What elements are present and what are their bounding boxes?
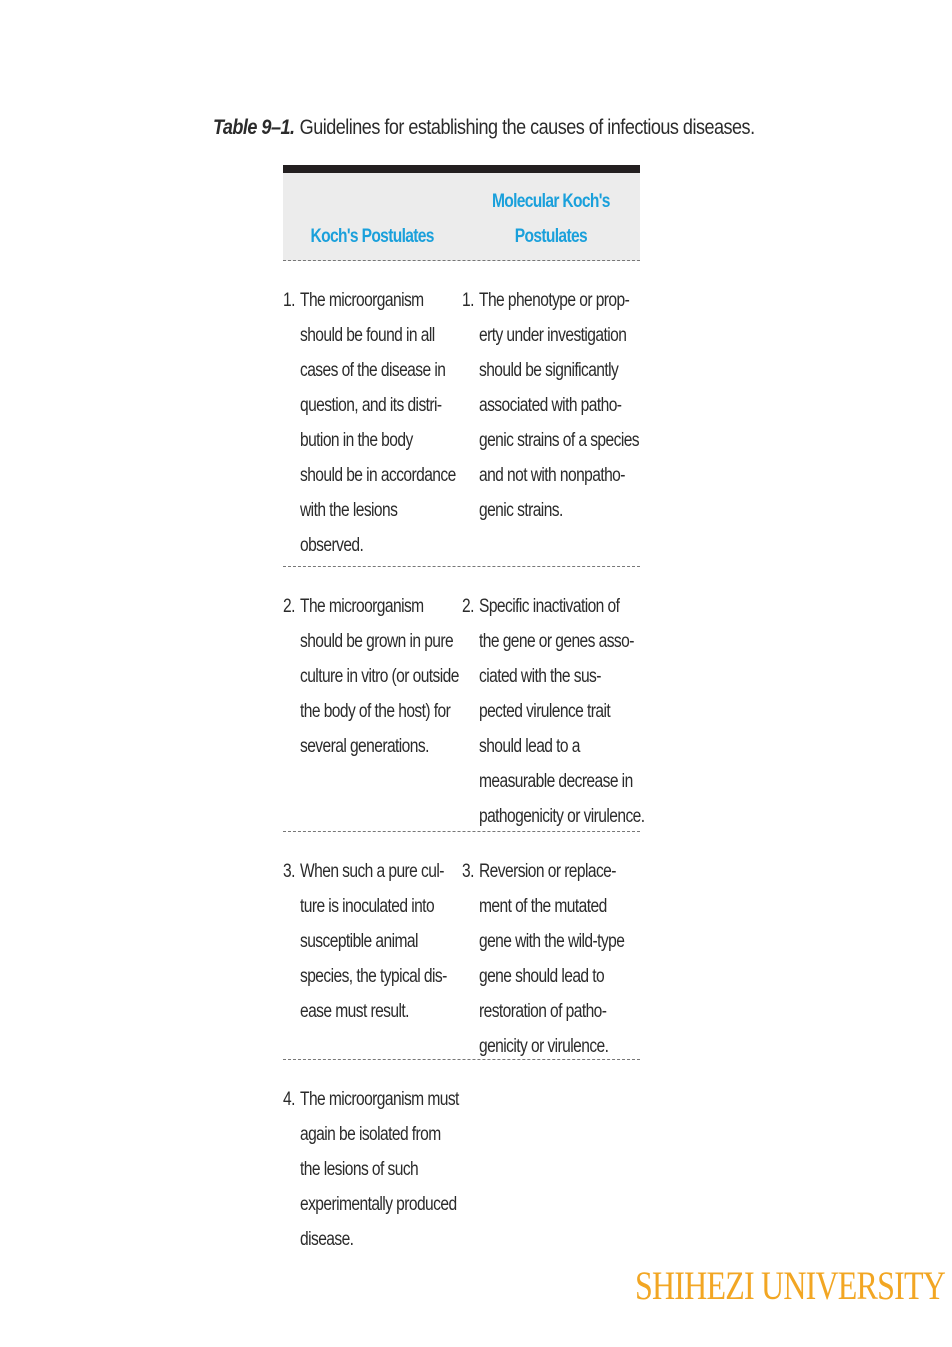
molecular-postulate-3 <box>284 832 624 1059</box>
molecular-postulate-empty <box>284 1060 463 1260</box>
item-number: 2. <box>461 596 474 617</box>
item-text: Specific inactivation of the gene or genes asso- ciated with the sus- pected virulence trait should lead to a measurable decrease in pathogenicity or virulence. <box>478 596 645 827</box>
item-number: 4. <box>283 1089 296 1110</box>
header-molecular-kochs-postulates: Molecular Koch's Postulates <box>491 191 610 247</box>
table-row <box>283 1060 640 1260</box>
table-row <box>283 832 640 1060</box>
header-kochs-postulates: Koch's Postulates <box>310 226 434 247</box>
item-number: 3. <box>283 861 296 882</box>
table-top-rule <box>283 165 640 173</box>
university-watermark: SHIHEZI UNIVERSITY <box>635 1263 946 1308</box>
item-text: When such a pure cul- ture is inoculated into susceptible animal species, the typical dis- ease must result. <box>300 861 447 1022</box>
item-text: The microorganism must again be isolated from the lesions of such experimentally produced disease. <box>300 1089 459 1250</box>
molecular-postulate-2 <box>284 567 645 831</box>
item-text: The microorganism should be found in all cases of the disease in question, and its distri- bution in the body should be in accordance with the lesions observed. <box>300 290 456 556</box>
table-caption-label: Table 9–1. <box>213 116 295 139</box>
item-text: Reversion or replace- ment of the mutated gene with the wild-type gene should lead to restoration of patho- genicity or virulence. <box>478 861 624 1057</box>
item-number: 2. <box>283 596 296 617</box>
molecular-postulate-1 <box>284 261 639 566</box>
item-number: 1. <box>283 290 296 311</box>
table-caption <box>213 116 755 140</box>
item-number: 3. <box>461 861 474 882</box>
postulates-table <box>283 165 645 1260</box>
table-row <box>283 567 645 832</box>
table-header <box>283 173 640 261</box>
table-caption-text: Guidelines for establishing the causes of infectious diseases. <box>299 116 755 139</box>
item-text: The phenotype or prop- erty under investigation should be significantly associated with patho- genic strains of a species and not with nonpatho- genic strains. <box>478 290 639 521</box>
item-text: The microorganism should be grown in pure culture in vitro (or outside the body of the host) for several generations. <box>300 596 459 757</box>
item-number: 1. <box>461 290 474 311</box>
table-row <box>283 261 640 567</box>
